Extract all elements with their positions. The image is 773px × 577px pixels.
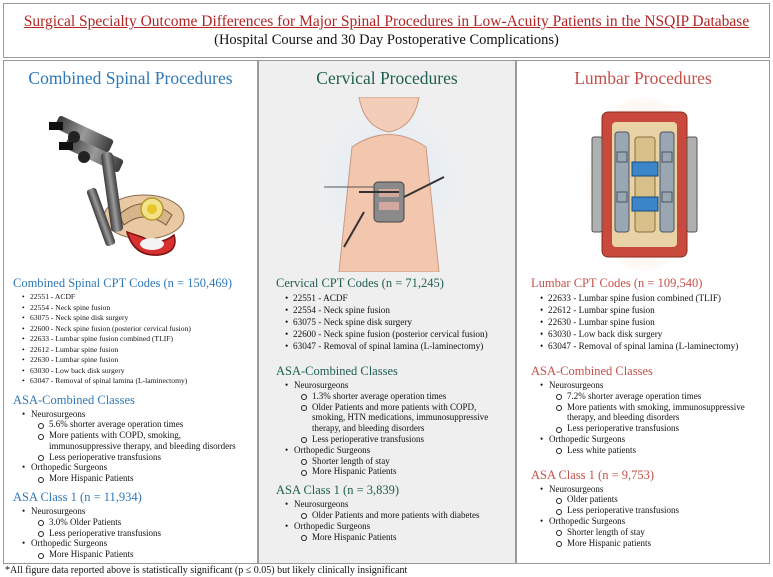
list-item: • 22600 - Neck spine fusion (posterior cervical fusion) <box>22 324 253 335</box>
list-item: Less white patients <box>555 445 765 456</box>
list-item: • 63047 - Removal of spinal lamina (L-laminectomy) <box>22 376 253 387</box>
column-title: Lumbar Procedures <box>574 68 712 88</box>
list-item: • 22554 - Neck spine fusion <box>285 304 511 316</box>
group-item <box>285 521 511 543</box>
finding-list <box>555 391 765 434</box>
group-label: Orthopedic Surgeons <box>31 538 108 549</box>
list-item: 3.0% Older Patients <box>37 517 253 528</box>
group-label: Neurosurgeons <box>31 408 86 419</box>
group-list <box>22 506 253 560</box>
group-item <box>540 516 765 548</box>
group-item <box>22 409 253 463</box>
group-list <box>22 409 253 485</box>
list-item: Less perioperative transfusions <box>37 452 253 463</box>
column-text <box>531 276 765 548</box>
list-item: • 63030 - Low back disk surgery <box>22 366 253 377</box>
group-item <box>285 445 511 477</box>
finding-list <box>555 527 765 549</box>
section-heading: ASA-Combined Classes <box>13 392 135 407</box>
column-title: Cervical Procedures <box>316 68 458 88</box>
list-item: Less perioperative transfusions <box>555 423 765 434</box>
group-list <box>540 380 765 456</box>
list-item: • 22551 - ACDF <box>285 292 511 304</box>
column-cervical <box>258 60 516 564</box>
page-title: Surgical Specialty Outcome Differences for Major Spinal Procedures in Low-Acuity Patients in the NSQIP Database <box>23 13 750 30</box>
group-item <box>285 380 511 445</box>
group-item <box>540 434 765 456</box>
footnote: *All figure data reported above is statistically significant (p ≤ 0.05) but likely clinically insignificant <box>5 565 408 576</box>
cpt-heading: Lumbar CPT Codes (n = 109,540) <box>531 276 703 290</box>
finding-list <box>555 494 765 516</box>
group-list <box>285 499 511 542</box>
group-item <box>285 499 511 521</box>
cpt-code-list <box>22 292 253 387</box>
list-item: • 22633 - Lumbar spine fusion combined (TLIF) <box>540 292 765 304</box>
list-item: More Hispanic Patients <box>300 532 511 543</box>
finding-list <box>300 456 511 478</box>
list-item: • 22633 - Lumbar spine fusion combined (TLIF) <box>22 334 253 345</box>
list-item: Less perioperative transfusions <box>37 528 253 539</box>
list-item: • 63075 - Neck spine disk surgery <box>22 313 253 324</box>
group-label: Orthopedic Surgeons <box>549 515 626 526</box>
section-heading: ASA-Combined Classes <box>531 364 653 378</box>
list-item: • 63075 - Neck spine disk surgery <box>285 316 511 328</box>
list-item: 5.6% shorter average operation times <box>37 419 253 430</box>
section-heading: ASA Class 1 (n = 11,934) <box>13 490 142 505</box>
group-label: Orthopedic Surgeons <box>294 444 371 455</box>
lumbar-spine-surgery-icon <box>587 97 702 272</box>
group-item <box>22 462 253 484</box>
finding-list <box>555 445 765 456</box>
list-item: More Hispanic Patients <box>300 466 511 477</box>
finding-list <box>37 549 253 560</box>
cpt-code-list <box>285 292 511 352</box>
list-item: • 22554 - Neck spine fusion <box>22 303 253 314</box>
finding-list <box>300 510 511 521</box>
cpt-heading: Cervical CPT Codes (n = 71,245) <box>276 276 444 290</box>
list-item: • 63047 - Removal of spinal lamina (L-laminectomy) <box>540 340 765 352</box>
list-item: • 22551 - ACDF <box>22 292 253 303</box>
list-item: Older patients <box>555 494 765 505</box>
cervical-spine-surgery-icon <box>304 97 474 272</box>
group-list <box>540 484 765 549</box>
list-item: More patients with COPD, smoking, immunosuppressive therapy, and bleeding disorders <box>37 430 253 452</box>
list-item: More Hispanic Patients <box>37 473 253 484</box>
cpt-heading: Combined Spinal CPT Codes (n = 150,469) <box>13 276 232 290</box>
column-text <box>276 276 511 542</box>
list-item: Shorter length of stay <box>555 527 765 538</box>
group-item <box>540 484 765 516</box>
list-item: More Hispanic patients <box>555 538 765 549</box>
list-item: • 63047 - Removal of spinal lamina (L-laminectomy) <box>285 340 511 352</box>
list-item: • 22612 - Lumbar spine fusion <box>22 345 253 356</box>
finding-list <box>37 473 253 484</box>
column-lumbar <box>516 60 770 564</box>
group-label: Neurosurgeons <box>294 380 349 390</box>
list-item: More patients with smoking, immunosuppressive therapy, and bleeding disorders <box>555 402 765 424</box>
column-combined <box>3 60 258 564</box>
list-item: 7.2% shorter average operation times <box>555 391 765 402</box>
list-item: • 22612 - Lumbar spine fusion <box>540 304 765 316</box>
finding-list <box>300 532 511 543</box>
column-title: Combined Spinal Procedures <box>28 68 233 88</box>
section-heading: ASA Class 1 (n = 9,753) <box>531 467 655 482</box>
list-item: Shorter length of stay <box>300 456 511 467</box>
group-label: Neurosurgeons <box>294 499 349 510</box>
group-label: Neurosurgeons <box>549 380 604 390</box>
group-item <box>22 506 253 538</box>
group-label: Neurosurgeons <box>31 506 86 517</box>
list-item: More Hispanic Patients <box>37 549 253 560</box>
list-item: • 22600 - Neck spine fusion (posterior cervical fusion) <box>285 328 511 340</box>
column-text <box>13 276 253 560</box>
list-item: Less perioperative transfusions <box>555 505 765 516</box>
list-item: Older Patients and more patients with diabetes <box>300 510 511 521</box>
list-item: 1.3% shorter average operation times <box>300 391 511 402</box>
section-heading: ASA-Combined Classes <box>276 364 398 378</box>
group-label: Neurosurgeons <box>549 483 604 494</box>
group-item <box>22 538 253 560</box>
group-label: Orthopedic Surgeons <box>294 520 371 531</box>
group-list <box>285 380 511 477</box>
group-item <box>540 380 765 434</box>
header <box>3 3 770 58</box>
group-label: Orthopedic Surgeons <box>549 433 626 444</box>
finding-list <box>300 391 511 445</box>
group-label: Orthopedic Surgeons <box>31 462 108 473</box>
section-heading: ASA Class 1 (n = 3,839) <box>276 483 400 498</box>
finding-list <box>37 517 253 539</box>
cpt-code-list <box>540 292 765 352</box>
spine-surgery-instruments-icon <box>34 97 224 272</box>
page-subtitle: (Hospital Course and 30 Day Postoperative Complications) <box>214 32 559 48</box>
list-item: • 22630 - Lumbar spine fusion <box>22 355 253 366</box>
list-item: • 22630 - Lumbar spine fusion <box>540 316 765 328</box>
list-item: Older Patients and more patients with COPD, smoking, HTN medications, immunosuppressive therapy, and bleeding disorders <box>300 402 511 434</box>
finding-list <box>37 419 253 462</box>
list-item: • 63030 - Low back disk surgery <box>540 328 765 340</box>
list-item: Less perioperative transfusions <box>300 434 511 445</box>
